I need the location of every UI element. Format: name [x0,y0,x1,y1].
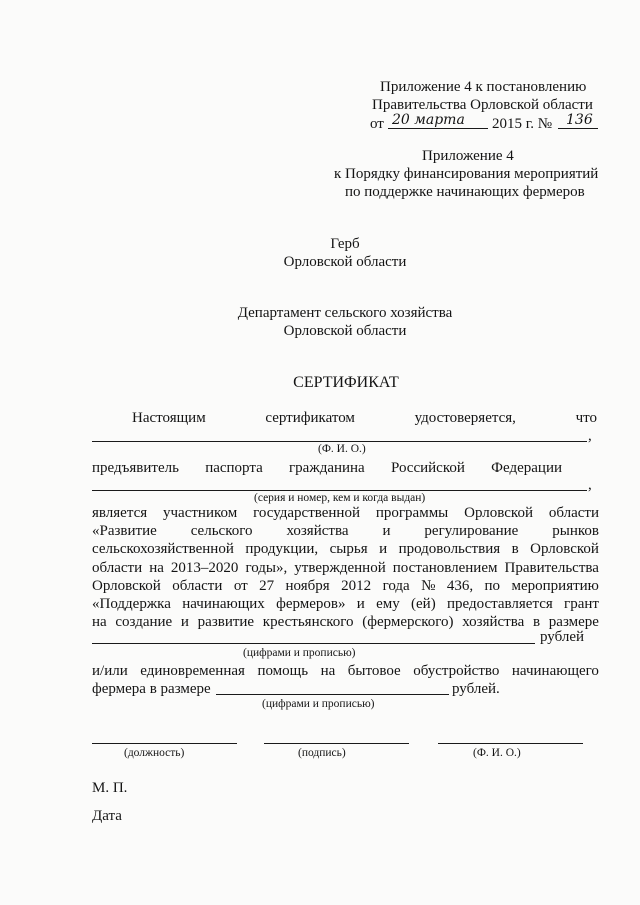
paragraph-line [92,596,599,613]
paragraph-word: (ей) [411,596,436,612]
paragraph-word: ему [376,596,400,612]
paragraph-line [92,560,599,577]
paragraph-word: создание [115,614,173,631]
paragraph-word: сельскохозяйственной [92,541,234,558]
paragraph-word: утвержденной [294,559,386,576]
header-year-number: 2015 г. № [492,116,553,132]
paragraph-word: на [92,614,107,631]
signature-caption: (подпись) [298,747,346,759]
assistance-word: обустройство [413,663,500,679]
grant-amount-line [92,643,535,644]
paragraph-word: предоставляется [446,596,553,612]
signature-line [264,743,409,744]
paragraph-word: года [382,577,410,594]
paragraph-word: продовольствия [398,541,501,558]
paragraph-word: начинающих [182,596,265,612]
paragraph-word: 27 [259,577,275,594]
paragraph-word: крестьянского [262,614,354,631]
paragraph-word: и [379,541,388,558]
paragraph-word: годы», [245,559,288,576]
department-line-1: Департамент сельского хозяйства [237,305,453,321]
paragraph-word: и [356,596,365,612]
assistance-word: единовременная [140,663,245,679]
paragraph-word: «Поддержка [92,596,171,612]
fio-sign-caption: (Ф. И. О.) [473,747,521,759]
paragraph-word: в [511,541,519,558]
paragraph-word: сельского [190,523,253,540]
position-line [92,743,237,744]
paragraph-line [92,523,599,540]
intro-line [132,410,597,427]
passport-blank-line [92,490,587,491]
paragraph-word: участником [163,505,238,521]
paragraph-word: государственной [253,505,360,521]
paragraph-word: и [382,523,391,540]
paragraph-word: от [233,577,248,594]
paragraph-word: (фермерского) [362,614,454,631]
paragraph-line [92,505,599,522]
paragraph-line [92,578,599,595]
intro-word: что [575,410,597,426]
passport-comma: , [588,477,592,493]
paragraph-word: рынков [552,523,599,540]
paragraph-word: регулирование [424,523,519,540]
paragraph-word: продукции, [245,541,319,558]
paragraph-word: области [92,559,143,576]
paragraph-word: на [149,559,164,576]
emblem-line-1: Герб [330,236,360,252]
intro-word: удостоверяется, [414,410,516,426]
handwritten-number: 136 [566,112,593,128]
paragraph-word: является [92,505,148,521]
fio-caption: (Ф. И. О.) [318,443,366,455]
grant-rubles: рублей [540,629,585,645]
paragraph-word: № [421,577,436,594]
paragraph-word: 436, [446,577,474,594]
fio-blank-line [92,441,587,442]
paragraph-word: и [180,614,189,631]
paragraph-line [92,614,599,631]
paragraph-word: Правительства [504,559,599,576]
assistance-word: начинающего [511,663,599,679]
assistance-word: помощь [257,663,309,679]
header-line-1: Приложение 4 к постановлению [380,79,587,95]
paragraph-word: хозяйства [286,523,349,540]
paragraph-word: в [532,614,541,631]
bearer-word: Российской [390,460,465,476]
farmer-amount-prefix: фермера в размере [92,681,211,697]
paragraph-word: 2012 [341,577,372,594]
paragraph-word: программы [375,505,449,521]
grant-amount-caption: (цифрами и прописью) [243,647,356,659]
department-line-2: Орловской области [283,323,407,339]
paragraph-word: Орловской [530,541,599,558]
intro-word: сертификатом [265,410,355,426]
fio-comma: , [588,428,592,444]
certificate-title: СЕРТИФИКАТ [293,374,399,391]
bearer-word: Федерации [491,460,562,476]
paragraph-word: ноября [285,577,330,594]
farmer-rubles: рублей. [452,681,500,697]
paragraph-word: Орловской [464,505,533,521]
paragraph-word: размере [548,614,599,631]
appendix-line-3: по поддержке начинающих фермеров [345,184,585,200]
handwritten-date: 20 марта [392,112,465,128]
assistance-word: на [320,663,336,679]
paragraph-word: 2013–2020 [170,559,239,576]
paragraph-word: области [172,577,223,594]
paragraph-word: грант [564,596,599,612]
bearer-line [92,460,562,477]
farmer-amount-caption: (цифрами и прописью) [262,698,375,710]
paragraph-word: развитие [197,614,255,631]
header-ot: от [370,116,384,132]
paragraph-word: «Развитие [92,523,157,540]
farmer-amount-line [216,694,449,695]
emblem-line-2: Орловской области [283,254,407,270]
bearer-word: предъявитель [92,460,179,476]
paragraph-word: по [484,577,501,594]
assistance-line [92,663,599,680]
bearer-word: гражданина [289,460,365,476]
intro-word: Настоящим [132,410,206,426]
paragraph-word: постановлением [392,559,498,576]
date-label: Дата [92,808,122,824]
paragraph-word: области [548,505,599,521]
fio-sign-line [438,743,583,744]
paragraph-word: мероприятию [511,577,599,594]
position-caption: (должность) [124,747,185,759]
header-line-2: Правительства Орловской области [372,97,593,113]
bearer-word: паспорта [205,460,263,476]
paragraph-word: Орловской [92,577,161,594]
assistance-word: и/или [92,663,128,679]
paragraph-line [92,541,599,558]
passport-caption: (серия и номер, кем и когда выдан) [254,492,426,504]
appendix-line-1: Приложение 4 [422,148,514,164]
paragraph-word: сырья [329,541,368,558]
paragraph-word: хозяйства [462,614,525,631]
assistance-word: бытовое [347,663,401,679]
paragraph-word: фермеров» [276,596,346,612]
appendix-line-2: к Порядку финансирования мероприятий [334,166,599,182]
stamp-label: М. П. [92,780,128,796]
